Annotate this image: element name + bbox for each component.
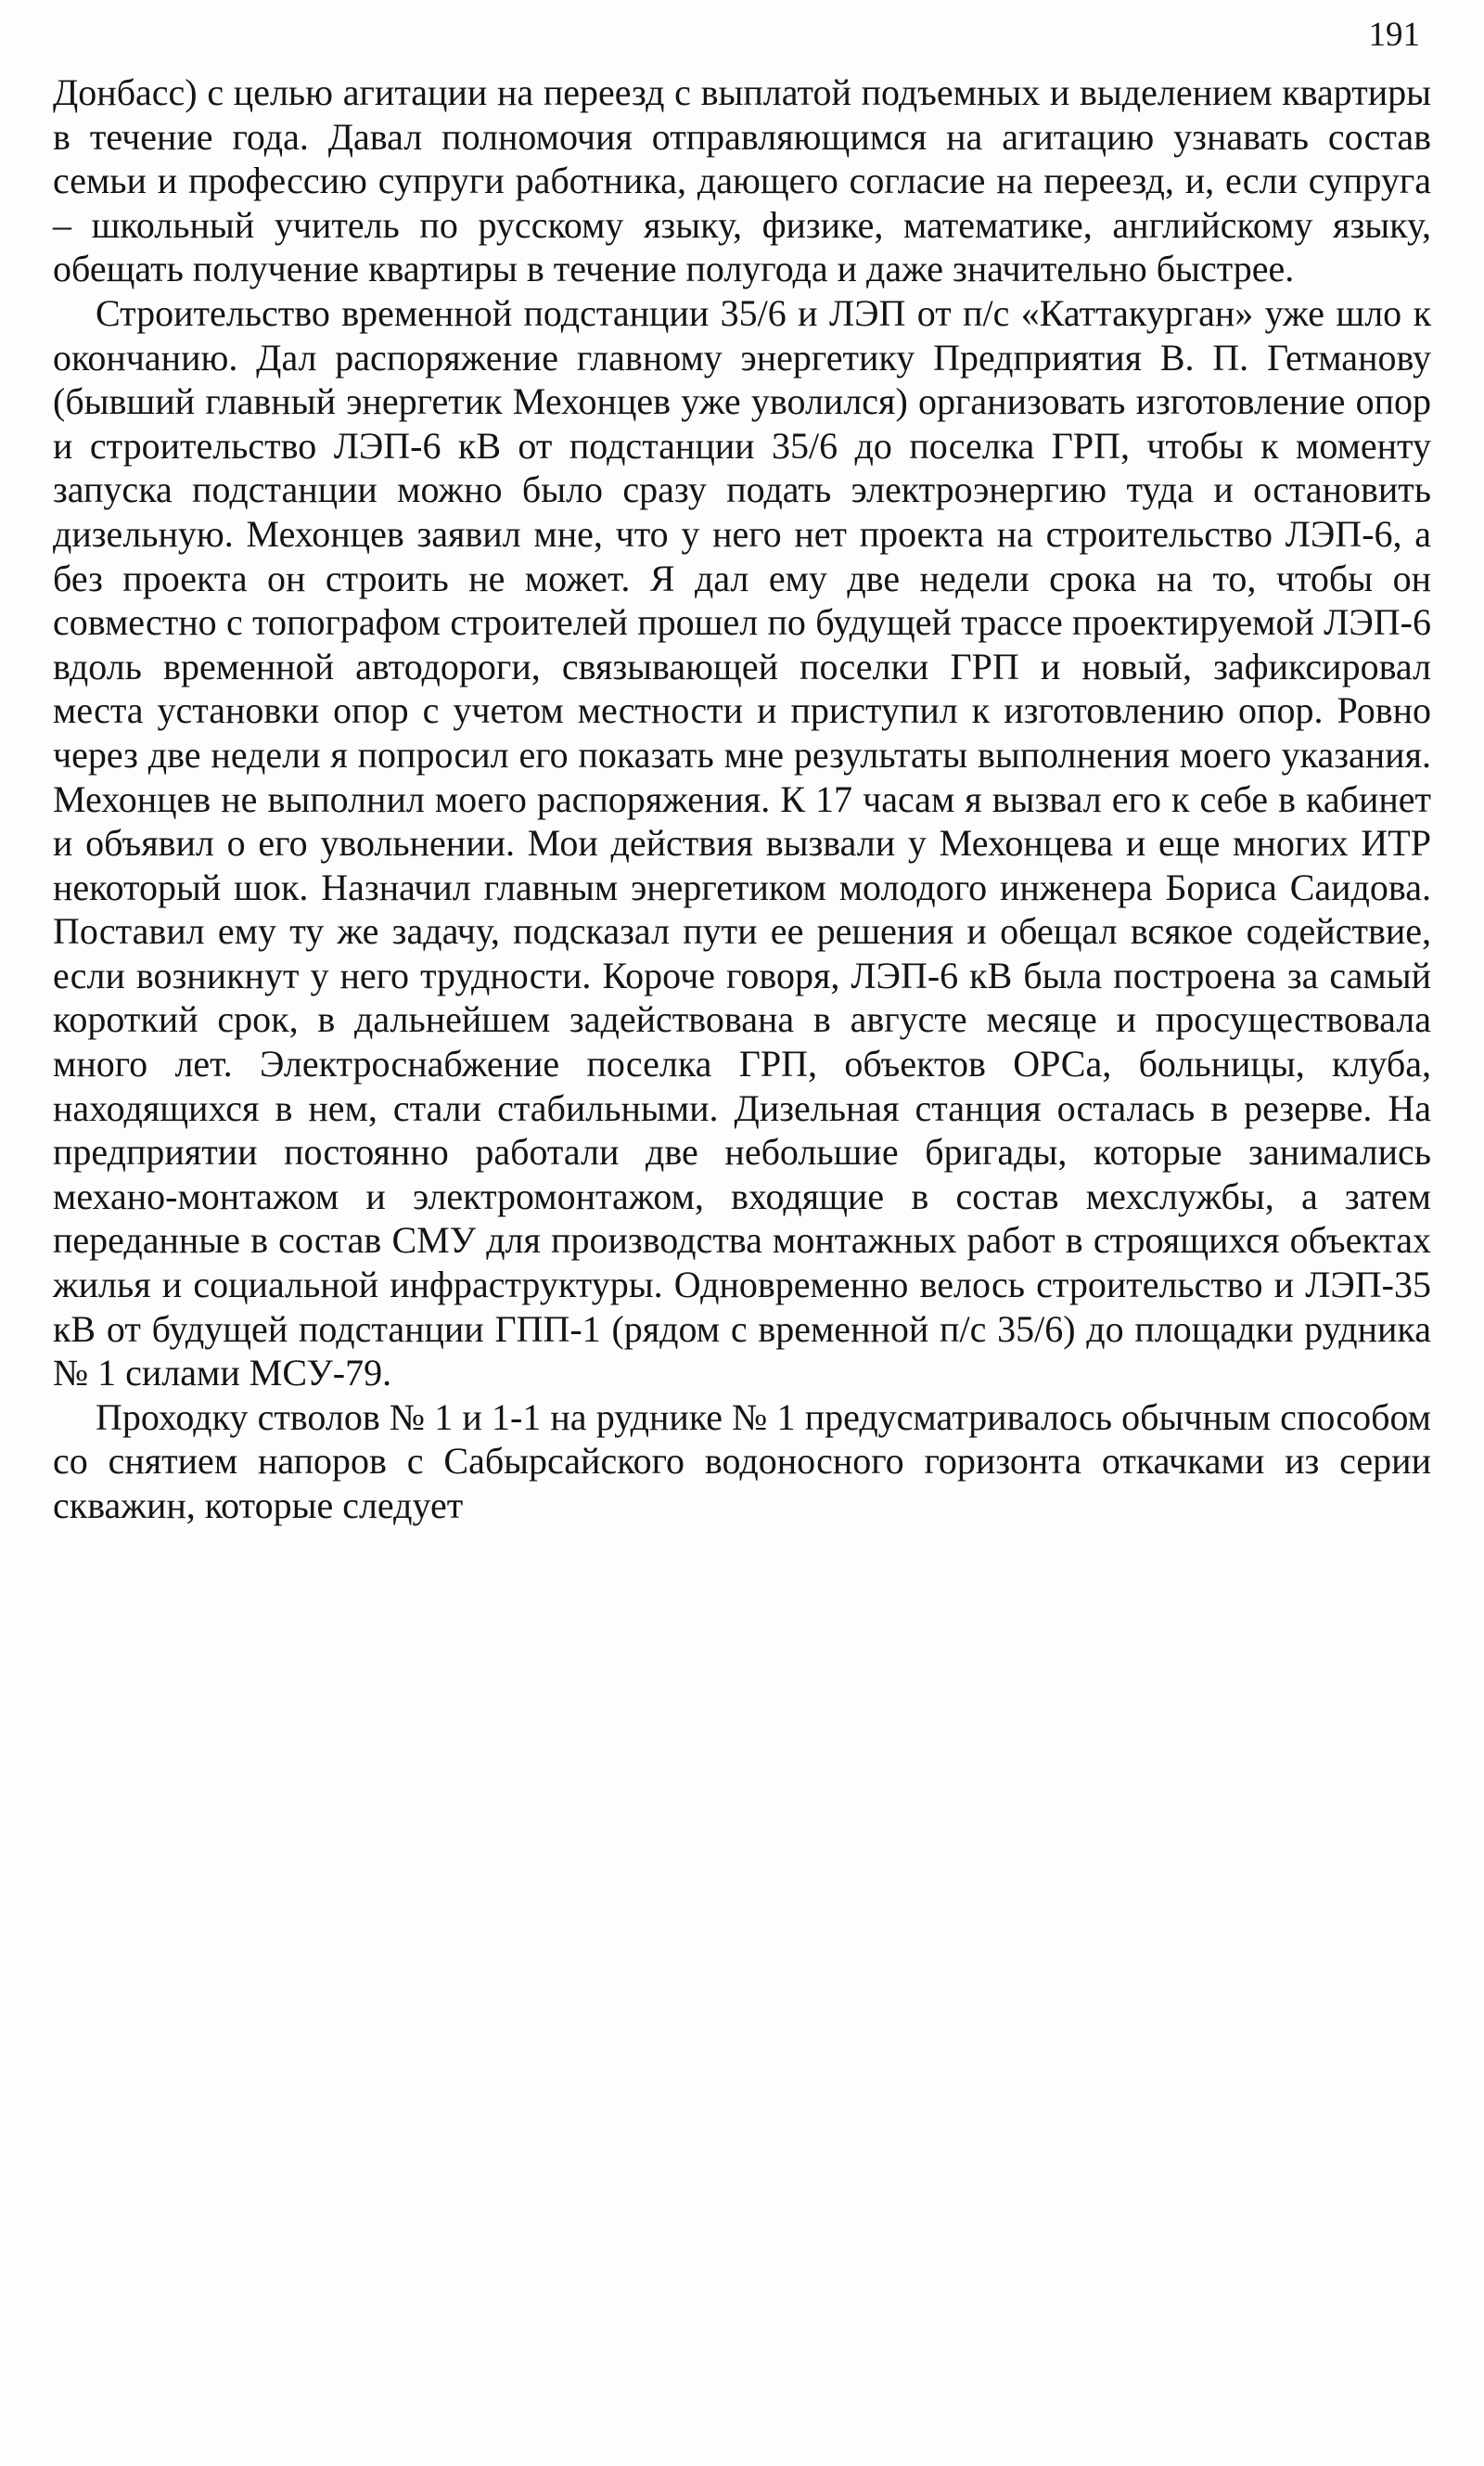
paragraph-shaft-sinking: Проходку стволов № 1 и 1-1 на руднике № 1 предусматривалось обычным способом со снятием напоров с Сабырсайского водоносного горизонта откачками из серии скважин, которые следует (53, 1395, 1431, 1526)
page-number: 191 (1368, 16, 1420, 54)
paragraph-continuation: Донбасс) с целью агитации на переезд с выплатой подъемных и выделением квартиры в течение года. Давал полномочия отправляющимся на агитацию узнавать состав семьи и профессию супруги работника, дающего согласие на переезд, и, если супруга – школьный учитель по русскому языку, физике, математике, английскому языку, обещать получение квартиры в течение полугода и даже значительно быстрее. (53, 71, 1431, 290)
text-block (53, 71, 1431, 1528)
paragraph-substation-construction: Строительство временной подстанции 35/6 и ЛЭП от п/с «Каттакурган» уже шло к окончанию. Дал распоряжение главному энергетику Предприятия В. П. Гетманову (бывший главный энергетик Мехонцев уже уволился) организовать изготовление опор и строительство ЛЭП-6 кВ от подстанции 35/6 до поселка ГРП, чтобы к моменту запуска подстанции можно было сразу подать электроэнергию туда и остановить дизельную. Мехонцев заявил мне, что у него нет проекта на строительство ЛЭП-6, а без проекта он строить не может. Я дал ему две недели срока на то, чтобы он совместно с топографом строителей прошел по будущей трассе проектируемой ЛЭП-6 вдоль временной автодороги, связывающей поселки ГРП и новый, зафиксировал места установки опор с учетом местности и приступил к изготовлению опор. Ровно через две недели я попросил его показать мне результаты выполнения моего указания. Мехонцев не выполнил моего распоряжения. К 17 часам я вызвал его к себе в кабинет и объявил о его увольнении. Мои действия вызвали у Мехонцева и еще многих ИТР некоторый шок. Назначил главным энергетиком молодого инженера Бориса Саидова. Поставил ему ту же задачу, подсказал пути ее решения и обещал всякое содействие, если возникнут у него трудности. Короче говоря, ЛЭП-6 кВ была построена за самый короткий срок, в дальнейшем задействована в августе месяце и просуществовала много лет. Электроснабжение поселка ГРП, объектов ОРСа, больницы, клуба, находящихся в нем, стали стабильными. Дизельная станция осталась в резерве. На предприятии постоянно работали две небольшие бригады, которые занимались механо-монтажом и электромонтажом, входящие в состав мехслужбы, а затем переданные в состав СМУ для производства монтажных работ в строящихся объектах жилья и социальной инфраструктуры. Одновременно велось строительство и ЛЭП-35 кВ от будущей подстанции ГПП-1 (рядом с временной п/с 35/6) до площадки рудника № 1 силами МСУ-79. (53, 291, 1431, 1394)
